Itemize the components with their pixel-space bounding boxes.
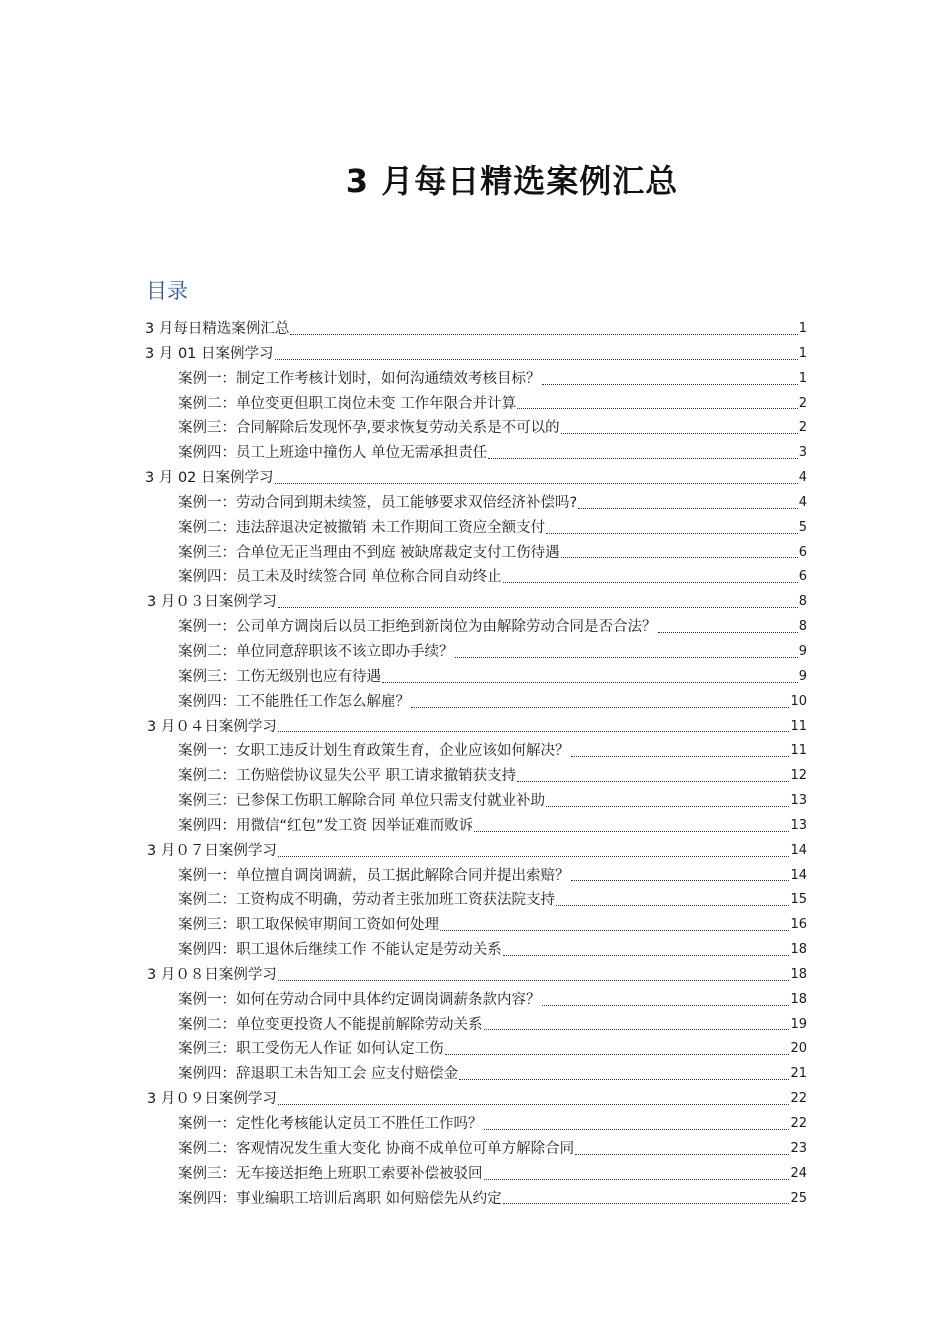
toc-entry-link[interactable] <box>145 1037 807 1062</box>
toc-page-number: 16 <box>790 917 807 933</box>
toc-page-number: 6 <box>798 544 807 560</box>
toc-page-number: 21 <box>790 1066 807 1082</box>
toc-entry-title: 3 月 02 日案例学习 <box>145 470 274 487</box>
toc-dot-leader <box>545 516 799 541</box>
toc-page-number: 12 <box>790 768 807 784</box>
toc-dot-leader <box>483 1013 791 1038</box>
toc-section-link[interactable] <box>145 317 807 342</box>
toc-page-number: 6 <box>798 569 807 585</box>
toc-entry-link[interactable] <box>145 665 807 690</box>
toc-dot-leader <box>289 317 798 342</box>
toc-dot-leader <box>560 416 799 441</box>
toc-entry-title: 案例四：职工退休后继续工作 不能认定是劳动关系 <box>178 942 502 959</box>
toc-page-number: 13 <box>790 793 807 809</box>
toc-section-link[interactable] <box>145 342 807 367</box>
toc-entry-title: 案例二：违法辞退决定被撤销 未工作期间工资应全额支付 <box>178 519 546 536</box>
page-title: 3 月每日精选案例汇总 <box>345 162 679 200</box>
toc-entry-title: 案例一：单位擅自调岗调薪，员工据此解除合同并提出索赔？ <box>178 867 570 884</box>
toc-entry-title: 3 月 01 日案例学习 <box>145 345 274 362</box>
toc-entry-link[interactable] <box>145 1187 807 1212</box>
toc-section-link[interactable] <box>145 963 807 988</box>
toc-entry-link[interactable] <box>145 988 807 1013</box>
toc-section-link[interactable] <box>145 590 807 615</box>
toc-page-number: 15 <box>790 892 807 908</box>
toc-page-number: 1 <box>798 370 807 386</box>
toc-entry-title: 案例四：工不能胜任工作怎么解雇？ <box>178 693 410 710</box>
toc-dot-leader <box>541 367 799 392</box>
toc-dot-leader <box>574 1137 790 1162</box>
toc-entry-title: 案例三：职工受伤无人作证 如何认定工伤 <box>178 1041 444 1058</box>
toc-entry-title: 3 月每日精选案例汇总 <box>145 321 290 337</box>
toc-dot-leader <box>277 1087 791 1112</box>
toc-page-number: 10 <box>790 693 807 709</box>
toc-entry-title: 案例二：单位同意辞职该不该立即办手续？ <box>178 643 454 660</box>
toc-page-number: 20 <box>790 1041 807 1057</box>
toc-page-number: 1 <box>798 321 807 336</box>
toc-page-number: 18 <box>790 966 807 982</box>
toc-entry-title: 案例三：合同解除后发现怀孕,要求恢复劳动关系是不可以的 <box>178 420 560 437</box>
toc-dot-leader <box>516 764 790 789</box>
toc-entry-title: 3 月０７日案例学习 <box>147 842 277 859</box>
toc-page-number: 2 <box>798 395 807 411</box>
toc-entry-link[interactable] <box>145 1013 807 1038</box>
toc-dot-leader <box>473 814 790 839</box>
toc-entry-title: 案例三：无车接送拒绝上班职工索要补偿被驳回 <box>178 1165 483 1182</box>
toc-entry-link[interactable] <box>145 367 807 392</box>
toc-page-number: 22 <box>790 1116 807 1131</box>
toc-dot-leader <box>483 1162 791 1187</box>
toc-section-link[interactable] <box>145 839 807 864</box>
toc-page-number: 23 <box>790 1140 807 1156</box>
toc-dot-leader <box>483 1112 791 1137</box>
toc-dot-leader <box>274 342 799 367</box>
toc-entry-link[interactable] <box>145 888 807 913</box>
toc-entry-link[interactable] <box>145 491 807 516</box>
toc-entry-link[interactable] <box>145 690 807 715</box>
toc-entry-link[interactable] <box>145 938 807 963</box>
toc-entry-link[interactable] <box>145 392 807 417</box>
toc-page-number: 14 <box>790 842 807 858</box>
toc-page-number: 18 <box>790 991 807 1007</box>
toc-dot-leader <box>555 888 790 913</box>
toc-dot-leader <box>502 938 791 963</box>
table-of-contents <box>145 317 807 1211</box>
toc-entry-link[interactable] <box>145 739 807 764</box>
toc-entry-link[interactable] <box>145 764 807 789</box>
toc-entry-link[interactable] <box>145 864 807 889</box>
toc-entry-link[interactable] <box>145 1112 807 1137</box>
toc-entry-link[interactable] <box>145 640 807 665</box>
toc-dot-leader <box>410 690 790 715</box>
toc-entry-title: 案例一：劳动合同到期未续签，员工能够要求双倍经济补偿吗? <box>178 494 578 511</box>
toc-page-number: 18 <box>790 942 807 958</box>
toc-entry-link[interactable] <box>145 1137 807 1162</box>
toc-entry-link[interactable] <box>145 789 807 814</box>
toc-page-number: 2 <box>798 420 807 436</box>
toc-page-number: 8 <box>798 594 807 610</box>
toc-dot-leader <box>577 491 799 516</box>
toc-entry-title: 案例四：员工上班途中撞伤人 单位无需承担责任 <box>178 445 488 462</box>
toc-entry-title: 案例一：公司单方调岗后以员工拒绝到新岗位为由解除劳动合同是否合法？ <box>178 619 657 636</box>
toc-entry-title: 案例三：合单位无正当理由不到庭 被缺席裁定支付工伤待遇 <box>178 544 560 561</box>
toc-entry-link[interactable] <box>145 441 807 466</box>
toc-page-number: 25 <box>790 1190 807 1206</box>
toc-entry-title: 案例三：已参保工伤职工解除合同 单位只需支付就业补助 <box>178 793 546 810</box>
toc-page-number: 22 <box>790 1091 807 1107</box>
toc-dot-leader <box>458 1062 790 1087</box>
toc-entry-link[interactable] <box>145 541 807 566</box>
toc-entry-title: 案例四：员工未及时续签合同 单位称合同自动终止 <box>178 569 502 586</box>
toc-entry-link[interactable] <box>145 565 807 590</box>
toc-dot-leader <box>277 963 791 988</box>
toc-dot-leader <box>274 466 799 491</box>
toc-entry-title: 案例二：工伤赔偿协议显失公平 职工请求撤销获支持 <box>178 768 517 785</box>
toc-entry-title: 3 月０４日案例学习 <box>147 718 277 735</box>
toc-entry-link[interactable] <box>145 814 807 839</box>
toc-entry-title: 3 月０３日案例学习 <box>147 594 277 611</box>
toc-entry-title: 案例二：单位变更但职工岗位未变 工作年限合并计算 <box>178 395 517 412</box>
toc-entry-link[interactable] <box>145 913 807 938</box>
toc-entry-title: 案例四：事业编职工培训后离职 如何赔偿先从约定 <box>178 1190 502 1207</box>
toc-section-link[interactable] <box>145 466 807 491</box>
toc-page-number: 24 <box>790 1165 807 1181</box>
toc-entry-title: 案例一：定性化考核能认定员工不胜任工作吗？ <box>178 1116 483 1132</box>
toc-page-number: 5 <box>798 519 807 535</box>
toc-heading: 目录 <box>146 279 188 303</box>
toc-dot-leader <box>454 640 799 665</box>
toc-entry-title: 案例二：工资构成不明确，劳动者主张加班工资获法院支持 <box>178 892 555 909</box>
toc-page-number: 14 <box>790 867 807 883</box>
toc-entry-title: 3 月０８日案例学习 <box>147 966 277 983</box>
toc-page-number: 3 <box>798 445 807 461</box>
toc-dot-leader <box>657 615 799 640</box>
toc-page-number: 9 <box>798 668 807 684</box>
toc-page-number: 19 <box>790 1016 807 1032</box>
toc-dot-leader <box>502 565 799 590</box>
toc-dot-leader <box>381 665 799 690</box>
toc-dot-leader <box>570 864 791 889</box>
toc-entry-title: 案例三：工伤无级别也应有待遇 <box>178 668 381 685</box>
toc-entry-link[interactable] <box>145 1162 807 1187</box>
toc-entry-title: 案例三：职工取保候审期间工资如何处理 <box>178 917 439 934</box>
toc-page-number: 11 <box>790 743 807 759</box>
toc-page-number: 4 <box>798 494 807 510</box>
toc-entry-link[interactable] <box>145 615 807 640</box>
toc-dot-leader <box>487 441 799 466</box>
toc-page-number: 4 <box>798 470 807 486</box>
toc-page-number: 1 <box>798 345 807 361</box>
toc-section-link[interactable] <box>145 715 807 740</box>
toc-dot-leader <box>570 739 791 764</box>
toc-dot-leader <box>560 541 799 566</box>
toc-entry-title: 案例二：客观情况发生重大变化 协商不成单位可单方解除合同 <box>178 1140 575 1157</box>
toc-entry-link[interactable] <box>145 516 807 541</box>
toc-entry-title: 案例一：制定工作考核计划时，如何沟通绩效考核目标？ <box>178 370 541 387</box>
toc-entry-title: 案例二：单位变更投资人不能提前解除劳动关系 <box>178 1016 483 1033</box>
toc-dot-leader <box>541 988 791 1013</box>
toc-dot-leader <box>277 715 791 740</box>
toc-entry-link[interactable] <box>145 1062 807 1087</box>
toc-entry-title: 案例四：辞退职工未告知工会 应支付赔偿金 <box>178 1066 459 1083</box>
toc-section-link[interactable] <box>145 1087 807 1112</box>
toc-entry-title: 案例四：用微信“红包”发工资 因举证难而败诉 <box>178 817 474 834</box>
toc-page-number: 8 <box>798 619 807 635</box>
toc-dot-leader <box>444 1037 791 1062</box>
toc-dot-leader <box>502 1187 791 1212</box>
toc-entry-link[interactable] <box>145 416 807 441</box>
toc-page-number: 9 <box>798 643 807 659</box>
toc-dot-leader <box>277 839 791 864</box>
toc-entry-title: 3 月０９日案例学习 <box>147 1091 277 1108</box>
toc-page-number: 13 <box>790 817 807 833</box>
toc-dot-leader <box>439 913 790 938</box>
toc-dot-leader <box>516 392 799 417</box>
toc-dot-leader <box>545 789 790 814</box>
toc-entry-title: 案例一：女职工违反计划生育政策生育，企业应该如何解决？ <box>178 743 570 760</box>
toc-entry-title: 案例一：如何在劳动合同中具体约定调岗调薪条款内容？ <box>178 991 541 1008</box>
toc-dot-leader <box>277 590 799 615</box>
toc-page-number: 11 <box>790 718 807 734</box>
